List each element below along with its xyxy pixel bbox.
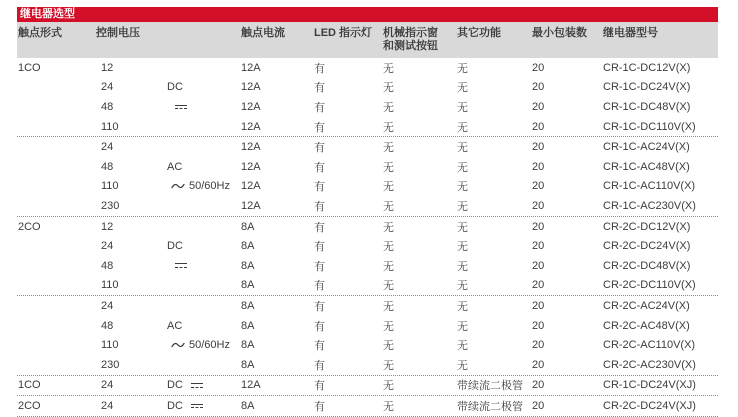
- mech-window-line2: 和测试按钮: [383, 40, 438, 52]
- cell-voltage-type: [166, 400, 240, 412]
- cell-led-indicator: 有: [314, 82, 325, 95]
- cell-contact-current: 8A: [241, 399, 255, 412]
- dc-symbol-icon: [175, 263, 187, 268]
- table-row: [17, 335, 718, 355]
- cell-mech-window: 无: [383, 241, 394, 254]
- cell-min-package: 20: [532, 81, 545, 94]
- cell-voltage-type: [166, 105, 240, 110]
- cell-led-indicator: 有: [314, 161, 325, 174]
- cell-control-voltage: 24: [101, 81, 114, 94]
- voltage-type-label: DC: [167, 399, 183, 412]
- table-row: [17, 97, 718, 117]
- cell-other-functions: 无: [457, 320, 468, 333]
- cell-min-package: 20: [532, 379, 545, 392]
- cell-voltage-type: [166, 320, 240, 332]
- column-header-relay-model: 继电器型号: [603, 27, 658, 39]
- table-title: 继电器选型: [20, 8, 75, 20]
- column-header-led-indicator: LED 指示灯: [314, 27, 373, 39]
- cell-mech-window: 无: [383, 400, 394, 413]
- cell-contact-current: 8A: [241, 299, 255, 312]
- cell-relay-model: CR-1C-DC24V(XJ): [603, 379, 696, 392]
- cell-min-package: 20: [532, 339, 545, 352]
- cell-mech-window: 无: [383, 260, 394, 273]
- cell-control-voltage: 230: [101, 358, 120, 371]
- cell-other-functions: 无: [457, 280, 468, 293]
- cell-relay-model: CR-2C-DC24V(X): [603, 240, 691, 253]
- cell-control-voltage: 48: [101, 100, 114, 113]
- cell-mech-window: 无: [383, 62, 394, 75]
- table-row: [17, 157, 718, 177]
- cell-control-voltage: 110: [101, 339, 119, 352]
- cell-mech-window: 无: [383, 359, 394, 372]
- cell-control-voltage: 48: [101, 319, 114, 332]
- cell-min-package: 20: [532, 259, 545, 272]
- cell-min-package: 20: [532, 240, 545, 253]
- column-header-mech-window: [382, 27, 456, 53]
- cell-min-package: 20: [532, 220, 545, 233]
- voltage-type-label: DC: [167, 379, 183, 392]
- cell-relay-model: CR-1C-AC24V(X): [603, 141, 690, 154]
- cell-mech-window: 无: [383, 101, 394, 114]
- cell-voltage-type: [166, 180, 240, 192]
- cell-contact-current: 8A: [241, 279, 255, 292]
- column-header-contact-current: 触点电流: [241, 27, 285, 39]
- table-row: [17, 177, 718, 197]
- cell-relay-model: CR-1C-AC110V(X): [603, 180, 696, 193]
- cell-relay-model: CR-1C-AC230V(X): [603, 199, 696, 212]
- dc-symbol-icon: [191, 383, 203, 388]
- cell-relay-model: CR-2C-AC48V(X): [603, 319, 690, 332]
- cell-min-package: 20: [532, 279, 545, 292]
- cell-mech-window: 无: [383, 121, 394, 134]
- table-row: [17, 295, 718, 316]
- table-row: [17, 375, 718, 396]
- cell-led-indicator: 有: [314, 241, 325, 254]
- column-header-other-functions: 其它功能: [457, 27, 501, 39]
- mech-window-line1: 机械指示窗: [383, 27, 438, 39]
- cell-control-voltage: 12: [101, 61, 114, 74]
- cell-other-functions: 无: [457, 181, 468, 194]
- voltage-type-label: DC: [167, 240, 183, 253]
- cell-relay-model: CR-2C-DC48V(X): [603, 259, 691, 272]
- cell-voltage-type: [166, 81, 240, 93]
- cell-control-voltage: 12: [101, 220, 114, 233]
- cell-min-package: 20: [532, 199, 545, 212]
- cell-contact-current: 12A: [241, 120, 261, 133]
- table-row: [17, 58, 718, 78]
- cell-relay-model: CR-1C-DC12V(X): [603, 61, 691, 74]
- cell-control-voltage: 24: [101, 141, 114, 154]
- voltage-type-label: AC: [167, 319, 183, 332]
- dc-symbol-icon: [191, 404, 203, 409]
- cell-relay-model: CR-2C-AC230V(X): [603, 358, 696, 371]
- table-row: [17, 395, 718, 416]
- cell-control-voltage: 24: [101, 399, 114, 412]
- cell-control-voltage: 110: [101, 180, 119, 193]
- cell-relay-model: CR-2C-DC12V(X): [603, 220, 691, 233]
- table-row: [17, 276, 718, 296]
- cell-led-indicator: 有: [314, 380, 325, 393]
- cell-led-indicator: 有: [314, 101, 325, 114]
- cell-voltage-type: [166, 263, 240, 268]
- cell-mech-window: 无: [383, 320, 394, 333]
- cell-mech-window: 无: [383, 142, 394, 155]
- cell-relay-model: CR-1C-AC48V(X): [603, 160, 690, 173]
- cell-contact-current: 12A: [241, 180, 261, 193]
- cell-other-functions: 带续流二极管: [457, 380, 523, 393]
- cell-control-voltage: 24: [101, 240, 114, 253]
- voltage-type-label: DC: [167, 81, 183, 94]
- cell-contact-current: 12A: [241, 100, 261, 113]
- cell-control-voltage: 48: [101, 259, 114, 272]
- cell-other-functions: 无: [457, 62, 468, 75]
- cell-led-indicator: 有: [314, 121, 325, 134]
- cell-control-voltage: 110: [101, 279, 119, 292]
- cell-other-functions: 无: [457, 121, 468, 134]
- cell-contact-current: 12A: [241, 61, 261, 74]
- cell-contact-current: 8A: [241, 259, 255, 272]
- cell-min-package: 20: [532, 100, 545, 113]
- cell-relay-model: CR-1C-DC48V(X): [603, 100, 691, 113]
- cell-relay-model: CR-2C-AC110V(X): [603, 339, 696, 352]
- column-header-control-voltage: 控制电压: [96, 27, 140, 39]
- cell-contact-current: 12A: [241, 141, 261, 154]
- ac-wave-icon: [171, 341, 185, 349]
- voltage-type-freq: 50/60Hz: [189, 339, 230, 352]
- cell-led-indicator: 有: [314, 142, 325, 155]
- cell-contact-current: 8A: [241, 220, 255, 233]
- cell-other-functions: 无: [457, 241, 468, 254]
- table-row: [17, 216, 718, 237]
- cell-led-indicator: 有: [314, 280, 325, 293]
- table-row: [17, 256, 718, 276]
- cell-relay-model: CR-2C-DC110V(X): [603, 279, 696, 292]
- cell-contact-form: 2CO: [18, 399, 41, 412]
- cell-min-package: 20: [532, 319, 545, 332]
- cell-contact-current: 8A: [241, 358, 255, 371]
- ac-wave-icon: [171, 182, 185, 190]
- dc-symbol-icon: [175, 105, 187, 110]
- column-header-contact-form: 触点形式: [18, 27, 62, 39]
- cell-mech-window: 无: [383, 280, 394, 293]
- cell-control-voltage: 230: [101, 199, 120, 212]
- cell-led-indicator: 有: [314, 200, 325, 213]
- cell-other-functions: 无: [457, 161, 468, 174]
- cell-relay-model: CR-2C-AC24V(X): [603, 299, 690, 312]
- voltage-type-freq: 50/60Hz: [189, 180, 230, 193]
- cell-min-package: 20: [532, 358, 545, 371]
- cell-other-functions: 带续流二极管: [457, 400, 523, 413]
- cell-mech-window: 无: [383, 161, 394, 174]
- table-body: [17, 58, 718, 417]
- cell-other-functions: 无: [457, 340, 468, 353]
- cell-contact-form: 2CO: [18, 220, 41, 233]
- cell-control-voltage: 24: [101, 379, 114, 392]
- cell-mech-window: 无: [383, 380, 394, 393]
- cell-min-package: 20: [532, 160, 545, 173]
- cell-min-package: 20: [532, 180, 545, 193]
- table-row: [17, 78, 718, 98]
- cell-other-functions: 无: [457, 359, 468, 372]
- column-header-min-package: 最小包装数: [532, 27, 587, 39]
- cell-voltage-type: [166, 240, 240, 252]
- cell-other-functions: 无: [457, 200, 468, 213]
- cell-voltage-type: [166, 379, 240, 391]
- cell-contact-current: 8A: [241, 319, 255, 332]
- cell-mech-window: 无: [383, 181, 394, 194]
- cell-mech-window: 无: [383, 200, 394, 213]
- table-title-bar: [17, 7, 718, 22]
- cell-voltage-type: [166, 161, 240, 173]
- cell-mech-window: 无: [383, 82, 394, 95]
- table-row: [17, 316, 718, 336]
- cell-contact-form: 1CO: [18, 379, 41, 392]
- cell-relay-model: CR-1C-DC24V(X): [603, 81, 691, 94]
- cell-control-voltage: 24: [101, 299, 114, 312]
- cell-other-functions: 无: [457, 260, 468, 273]
- cell-min-package: 20: [532, 299, 545, 312]
- table-row: [17, 236, 718, 256]
- table-row: [17, 355, 718, 375]
- cell-other-functions: 无: [457, 82, 468, 95]
- cell-control-voltage: 48: [101, 160, 114, 173]
- cell-control-voltage: 110: [101, 120, 119, 133]
- table-row: [17, 117, 718, 137]
- cell-contact-current: 12A: [241, 199, 261, 212]
- cell-led-indicator: 有: [314, 181, 325, 194]
- cell-voltage-type: [166, 339, 240, 351]
- cell-led-indicator: 有: [314, 400, 325, 413]
- cell-relay-model: CR-1C-DC110V(X): [603, 120, 696, 133]
- cell-min-package: 20: [532, 61, 545, 74]
- cell-led-indicator: 有: [314, 359, 325, 372]
- cell-contact-current: 8A: [241, 240, 255, 253]
- cell-contact-current: 8A: [241, 339, 255, 352]
- cell-other-functions: 无: [457, 101, 468, 114]
- table-row: [17, 196, 718, 216]
- relay-selection-table: [17, 7, 718, 417]
- cell-other-functions: 无: [457, 142, 468, 155]
- cell-contact-current: 12A: [241, 379, 261, 392]
- cell-mech-window: 无: [383, 340, 394, 353]
- voltage-type-label: AC: [167, 160, 183, 173]
- cell-min-package: 20: [532, 141, 545, 154]
- cell-contact-current: 12A: [241, 160, 261, 173]
- cell-led-indicator: 有: [314, 340, 325, 353]
- cell-min-package: 20: [532, 399, 545, 412]
- cell-led-indicator: 有: [314, 260, 325, 273]
- table-row: [17, 136, 718, 157]
- cell-mech-window: 无: [383, 221, 394, 234]
- cell-other-functions: 无: [457, 300, 468, 313]
- cell-led-indicator: 有: [314, 221, 325, 234]
- cell-min-package: 20: [532, 120, 545, 133]
- cell-led-indicator: 有: [314, 300, 325, 313]
- cell-contact-current: 12A: [241, 81, 261, 94]
- cell-mech-window: 无: [383, 300, 394, 313]
- cell-led-indicator: 有: [314, 62, 325, 75]
- cell-other-functions: 无: [457, 221, 468, 234]
- table-header-row: [17, 22, 718, 58]
- cell-led-indicator: 有: [314, 320, 325, 333]
- cell-contact-form: 1CO: [18, 61, 41, 74]
- cell-relay-model: CR-2C-DC24V(XJ): [603, 399, 696, 412]
